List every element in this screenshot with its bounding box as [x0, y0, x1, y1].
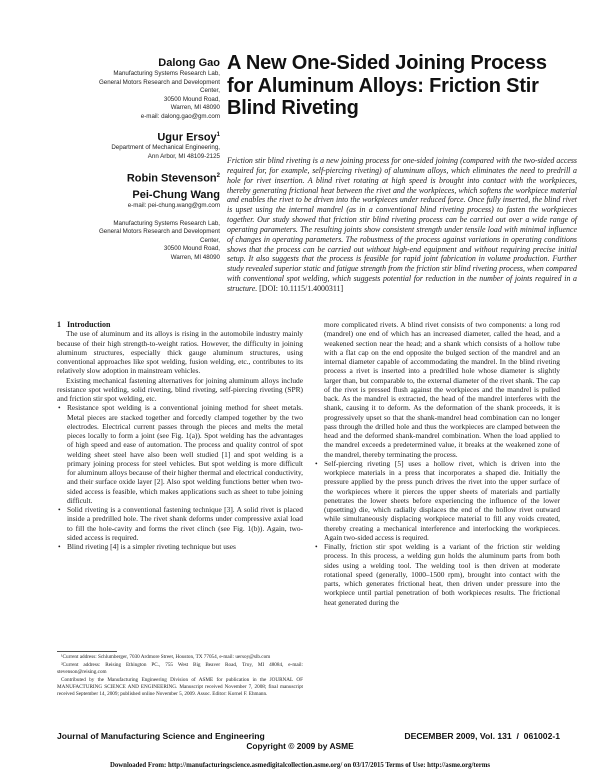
author-stevenson	[70, 170, 220, 186]
bullet-icon: •	[58, 403, 61, 413]
bullet-list	[314, 459, 560, 607]
author-affiliation: Manufacturing Systems Research Lab, General Motors Research and Development Center, 30500 Mound Road, Warren, MI 48090	[98, 70, 220, 112]
author-name: Dalong Gao	[158, 57, 220, 69]
author-ersoy	[70, 129, 220, 162]
list-item: • Solid riveting is a conventional fastening technique [3]. A solid rivet is placed inside a predrilled hole. The rivet shank deforms under compressive axial load to fill the hole-cavity and forms the rivet clinch (see Fig. 1(b)). Again, two-sided access is required.	[58, 505, 303, 542]
paragraph: more complicated rivets. A blind rivet consists of two components: a long rod (mandrel) one end of which has an increased diameter, called the head, and a weakened section near the head; and a shank which consists of a hollow tube with a flat cap on the end opposite the bulged section of the mandrel and an internal diameter capable of accommodating the mandrel. In the blind riveting process a rivet is inserted into a predrilled hole whose diameter is slightly larger than, but comparable to, the external diameter of the rivet shank. The cap of the rivet is pressed flush against the workpieces and the mandrel is pulled back. As the mandrel is extracted, the head of the mandrel interferes with the shank, causing it to deform. As the deformation of the shank proceeds, it is progressively upset so that the shank-mandrel head combination can no longer pass through the drilled hole and thus the workpieces are clamped between the head and the deformed shank-mandrel combination. When the load applied to the mandrel exceeds a predetermined value, it breaks at the weakened zone of the mandrel, thereby terminating the process.	[324, 320, 560, 459]
left-column	[57, 320, 303, 551]
paper-title: A New One-Sided Joining Process for Aluminum Alloys: Friction Stir Blind Riveting	[227, 52, 547, 119]
footnote: Contributed by the Manufacturing Engineering Division of ASME for publication in the JOURNAL OF MANUFACTURING SCIENCE AND ENGINEERING. Manuscript received November 7, 2008; final manuscript received September 14, 2009; published online November 5, 2009. Assoc. Editor: Kornel F. Ehmann.	[57, 677, 303, 697]
section-heading: 1 Introduction	[57, 320, 111, 329]
list-item: • Self-piercing riveting [5] uses a hollow rivet, which is driven into the workpiece materials in a press that incorporates a shaped die. Initially the pressure applied by the press punch drives the rivet into the upper surface of the workpieces where it pierces the upper sheets of materials and partially penetrates the lower sheets before experiencing the influence of the lower (upsetting) die, which radially displaces the end of the hollow rivet outward while simultaneously displacing workpiece material to fill any voids created, thereby creating a mechanical interference and interlocking the workpieces. Again two-sided access is required.	[315, 458, 560, 542]
abstract	[227, 156, 577, 294]
author-email: e-mail: pei-chung.wang@gm.com	[127, 202, 220, 210]
author-name: Ugur Ersoy$^1$	[157, 131, 220, 144]
footnote: ²Current address: Reising Ethington PC., 755 West Big Beaver Road, Troy, MI 48084, e-mail: stevenson@reising.com	[57, 662, 303, 675]
bullet-icon: •	[58, 542, 61, 551]
copyright-line: Copyright © 2009 by ASME	[246, 741, 354, 751]
footnote-rule	[57, 651, 117, 652]
author-name: Pei-Chung Wang	[132, 189, 220, 202]
author-block	[70, 57, 220, 263]
list-item: • Blind riveting [4] is a simpler riveting technique but uses	[58, 542, 236, 551]
paragraph: Existing mechanical fastening alternatives for joining aluminum alloys include resistance spot welding, solid riveting, blind riveting, self-piercing riveting (SPR) and friction stir spot welding, etc.	[57, 375, 303, 403]
right-column	[314, 320, 560, 607]
shared-affiliation: Manufacturing Systems Research Lab, General Motors Research and Development Center, 30500 Mound Road, Warren, MI 48090	[98, 219, 220, 262]
author-affiliation: Department of Mechanical Engineering, Ann Arbor, MI 48109-2125	[111, 144, 220, 160]
author-email: e-mail: dalong.gao@gm.com	[140, 112, 220, 120]
bullet-list	[57, 403, 303, 551]
bullet-icon: •	[315, 542, 318, 551]
list-item: • Resistance spot welding is a conventional joining method for sheet metals. Metal pieces are stacked together and forcedly clamped together by the two electrodes. Electrical current passes through the pieces and melts the metal pieces locally to form a joint (see Fig. 1(a)). Spot welding has the advantages of high speed and ease of automation. The process and quality control of spot welding sheet steel have also been well studied [1] and spot welding is a primary joining process for steel vehicles. But spot welding is more difficult for aluminum alloys because of their higher thermal and electrical conductivity, and their surface oxide layer [2]. Also spot welding functions better when two-sided access is feasible, which makes applications such as sheet to tube joining difficult.	[58, 403, 303, 505]
author-wang	[70, 189, 220, 211]
list-item: • Finally, friction stir spot welding is a variant of the friction stir welding process. In this process, a welding gun holds the aluminum parts from both sides using a welding tool. The welding tool is then driven at moderate rotational speed (generally, 1000–1500 rpm), brought into contact with the parts, which generates frictional heat, then driven under pressure into the workpiece until partial penetration of both workpieces results. The frictional heat generated during the	[315, 542, 560, 607]
author-gao	[70, 57, 220, 122]
download-notice[interactable]: Downloaded From: http://manufacturingscience.asmedigitalcollection.asme.org/ on 03/17/2015 Terms of Use: http://asme.org/terms	[109, 762, 491, 769]
bullet-icon: •	[315, 458, 318, 468]
footnote: ¹Current address: Schlumberger, 7030 Ardmore Street, Houston, TX 77054, e-mail: uersoy@slb.com	[61, 654, 271, 660]
author-name: Robin Stevenson$^2$	[126, 173, 220, 186]
footer-journal-name: Journal of Manufacturing Science and Engineering	[57, 731, 265, 741]
abstract-text: Friction stir blind riveting is a new joining process for one-sided joining (compared with the two-sided access required for, for example, self-piercing riveting) of aluminum alloys, which eliminates the need to predrill a hole for rivet insertion. A blind rivet rotating at high speed is brought into contact with the workpieces, thereby generating frictional heat between the rivet and the workpieces, which softens the workpiece material and enables the rivet to be driven into the workpieces under reduced force. Once fully inserted, the blind rivet is upset using the internal mandrel (as in a conventional blind riveting process) to fasten the workpieces together. Our study showed that friction stir blind riveting process can be carried out over a wide range of operating parameters. The resulting joints show consistent strength under tensile load with minimal influence of changes in operating parameters. The robustness of the process against variations in operating conditions shows that the process can be carried out without high-end equipment and without requiring precise initial setup. It also suggests that the process is feasible for rapid joint fabrication in volume production. Further study revealed superior static and fatigue strength from the friction stir blind riveting process, when compared with conventional spot welding, which suggests potential for reduction in the number of joints required in a structure.	[227, 156, 577, 293]
paragraph: The use of aluminum and its alloys is rising in the automobile industry mainly because of their high strength-to-weight ratios. However, the difficulty in joining aluminum structures, especially thick gauge aluminum structures, using conventional approaches like spot welding, fusion welding, etc., contributes to its relatively slow adoption in mainstream vehicles.	[57, 329, 303, 376]
footnotes	[57, 654, 303, 699]
bullet-icon: •	[58, 505, 61, 514]
footer-issue: DECEMBER 2009, Vol. 131 / 061002-1	[404, 731, 560, 741]
doi: [DOI: 10.1115/1.4000311]	[259, 283, 344, 293]
